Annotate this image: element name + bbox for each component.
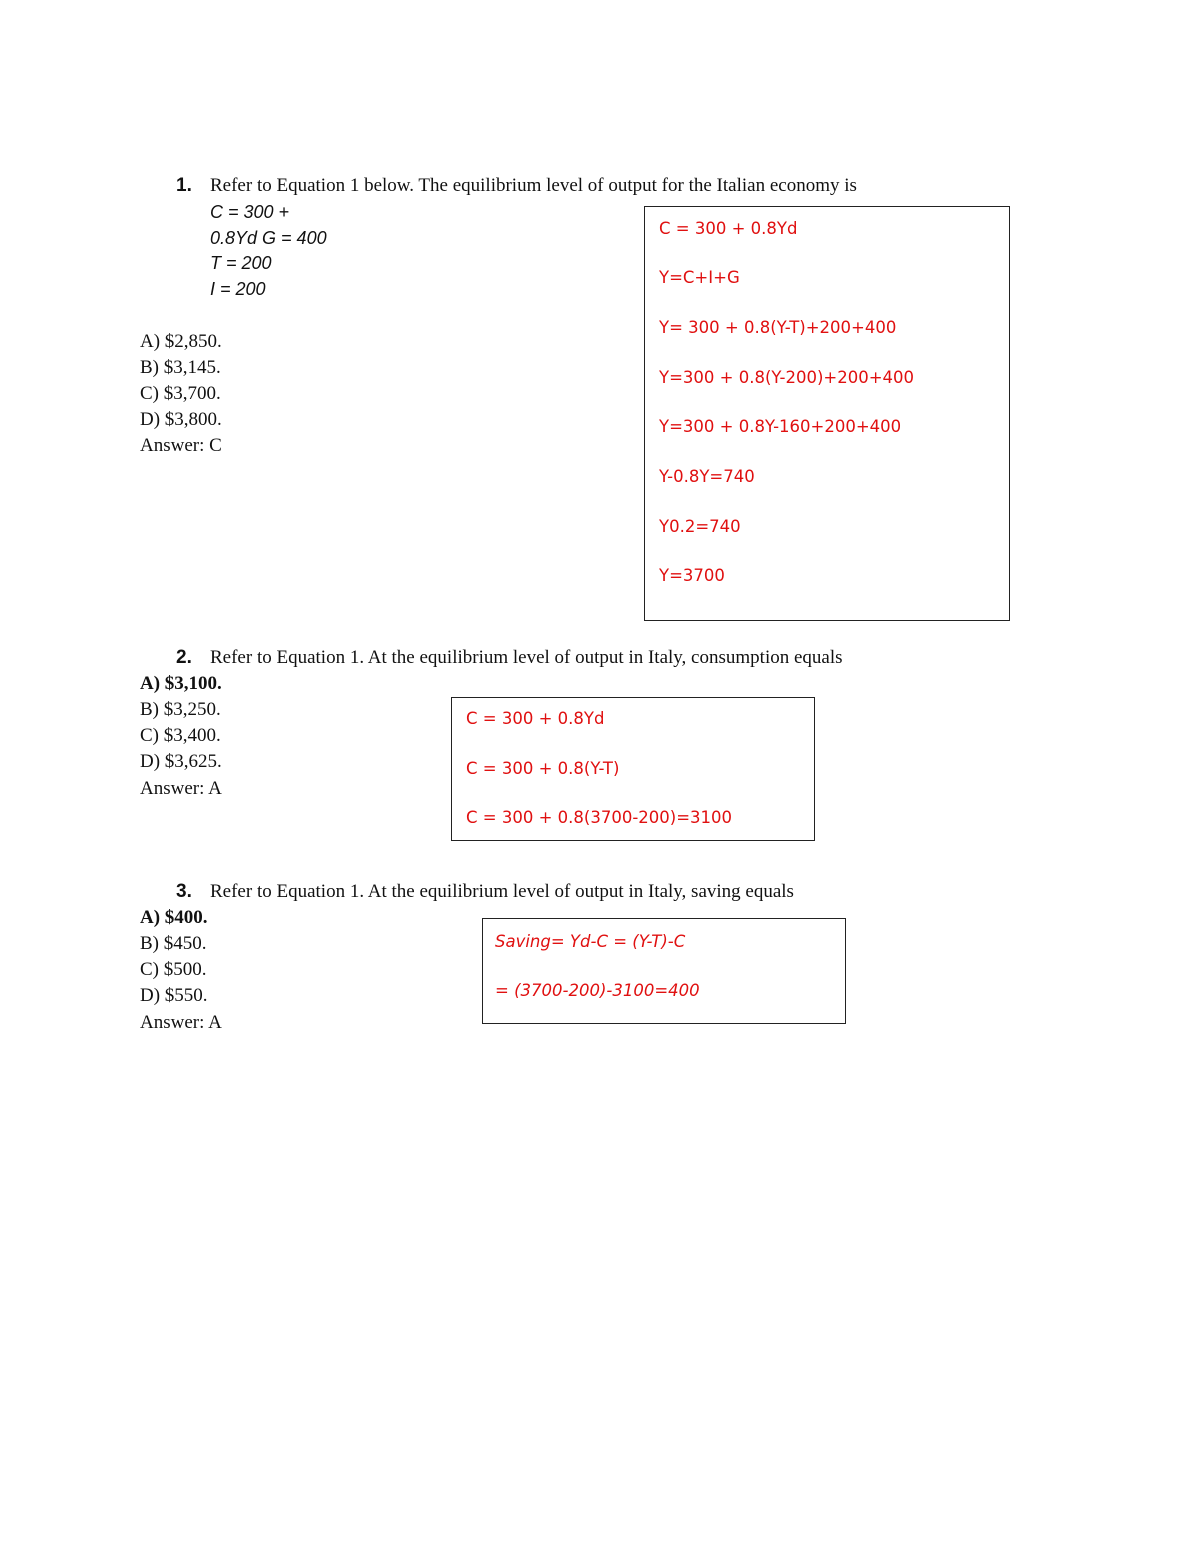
question-number: 1. xyxy=(176,175,192,196)
question-prompt: Refer to Equation 1. At the equilibrium level of output in Italy, consumption equals xyxy=(210,647,843,668)
option-b: B) $3,145. xyxy=(140,357,221,378)
work-line: Y-0.8Y=740 xyxy=(659,467,755,486)
work-line: C = 300 + 0.8Yd xyxy=(659,219,798,238)
work-box-1 xyxy=(644,206,1010,621)
question-number: 2. xyxy=(176,647,192,668)
work-line: Y0.2=740 xyxy=(659,517,741,536)
question-number: 3. xyxy=(176,881,192,902)
question-3-heading xyxy=(176,881,794,903)
option-d: D) $550. xyxy=(140,985,208,1006)
work-line: Y=300 + 0.8Y-160+200+400 xyxy=(659,417,902,436)
option-c: C) $3,400. xyxy=(140,725,221,746)
work-line: C = 300 + 0.8(Y-T) xyxy=(466,759,620,778)
work-line: = (3700-200)-3100=400 xyxy=(495,981,700,1000)
work-line: C = 300 + 0.8Yd xyxy=(466,709,605,728)
work-line: Y=C+I+G xyxy=(659,268,740,287)
work-line: C = 300 + 0.8(3700-200)=3100 xyxy=(466,808,733,827)
option-c: C) $3,700. xyxy=(140,383,221,404)
option-d: D) $3,625. xyxy=(140,751,222,772)
question-prompt: Refer to Equation 1. At the equilibrium level of output in Italy, saving equals xyxy=(210,881,794,902)
work-line: Y=3700 xyxy=(659,566,725,585)
option-b: B) $3,250. xyxy=(140,699,221,720)
answer-line: Answer: A xyxy=(140,778,222,799)
question-prompt: Refer to Equation 1 below. The equilibrium level of output for the Italian economy is xyxy=(210,175,857,196)
equation-line: T = 200 xyxy=(210,253,272,273)
option-a: A) $2,850. xyxy=(140,331,222,352)
question-1-heading xyxy=(176,175,857,197)
work-box-2 xyxy=(451,697,815,841)
work-line: Saving= Yd-C = (Y-T)-C xyxy=(495,932,686,951)
work-line: Y=300 + 0.8(Y-200)+200+400 xyxy=(659,368,915,387)
option-a: A) $400. xyxy=(140,907,208,928)
equation-line: I = 200 xyxy=(210,279,266,299)
answer-line: Answer: A xyxy=(140,1012,222,1033)
equation-line: 0.8Yd G = 400 xyxy=(210,228,327,248)
work-line: Y= 300 + 0.8(Y-T)+200+400 xyxy=(659,318,897,337)
answer-line: Answer: C xyxy=(140,435,222,456)
equation-line: C = 300 + xyxy=(210,202,290,222)
option-b: B) $450. xyxy=(140,933,207,954)
option-c: C) $500. xyxy=(140,959,207,980)
question-2-heading xyxy=(176,647,843,669)
option-a: A) $3,100. xyxy=(140,673,222,694)
option-d: D) $3,800. xyxy=(140,409,222,430)
work-box-3 xyxy=(482,918,846,1024)
